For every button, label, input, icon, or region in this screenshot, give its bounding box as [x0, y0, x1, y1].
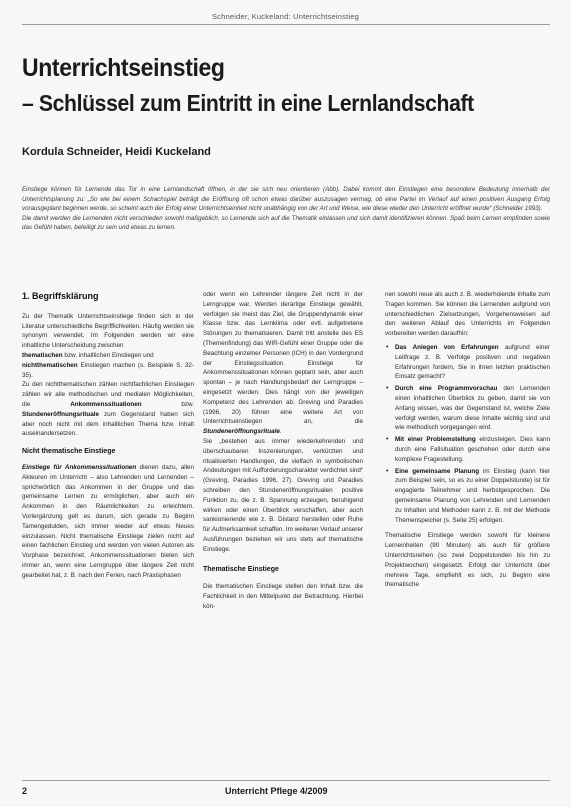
bullet-list — [385, 343, 550, 525]
article-title: Unterrichtseinstieg — [22, 54, 225, 82]
abstract-paragraph: Einstiege können für Lernende das Tor in eine Lernlandschaft öffnen, in der sie sich neu orientieren (Abb). Dabei kommt den Einstiegen eine besondere Bedeutung innerhalb der Unterrichtsplanung zu: „So wie bei einem Schachspiel beträgt die Eröffnung oft schon etwas darüber auszusagen vermag, ob eine Partei im Verlauf auf einen positiven Ausgang Erfolg vorausgeplant beginnen werde, so scheint auch der Erfolg einer Unterrichtseinheit nicht unabhängig von der Art und Weise, wie diese wieder den Unterricht eröffnet wurde“ (Schneider 1993). — [22, 186, 550, 213]
page-number: 2 — [22, 786, 28, 796]
abstract-paragraph: Die damit werden die Lernenden nicht verschieden sowohl maßgeblich, so Lernende sich auf die Thematik einlassen und sich damit identifizieren können. Spaß beim Lernen empfinden sowie das Gefühl haben, beteiligt zu sein und etwas zu lernen. — [22, 214, 550, 232]
body-paragraph: Die thematischen Einstiege stellen den Inhalt bzw. die Fachlichkeit in den Mittelpunkt der Betrachtung. Hierbei kön- — [203, 583, 363, 610]
footer-divider — [22, 780, 550, 781]
column-right — [385, 290, 550, 590]
article-subtitle: – Schlüssel zum Eintritt in eine Lernlandschaft — [22, 90, 474, 116]
subsection-heading: Thematische Einstiege — [203, 565, 279, 573]
body-paragraph: Thematische Einstiege werden sowohl für kleinere Lerneinheiten (90 Minuten) als auch für größere Unterrichtsreihen (so zwei Doppelstunden bis hin zu Projektwochen) eingesetzt. Erfolgt der Unterricht über mehrere Tage, empfiehlt es sich, zu Beginn eine thematische — [385, 532, 550, 589]
running-head: Schneider, Kuckeland: Unterrichtseinstieg — [211, 12, 360, 21]
body-paragraph: oder wenn ein Lehrender längere Zeit nicht in der Lerngruppe war. Werden derartige Einstiege gewählt, verfolgen sie meist das Ziel, die Gruppendynamik einer Klasse bzw. das Lernklima oder evtl. aufgetretene Störungen zu thematisieren. Damit tritt anstelle des ES (Themenfindung) das WIR-Gefühl einer Gruppe oder die Beachtung einzelner Personen (ICH) in den Vordergrund der Einstiegssituation. Einstiege für Ankommenssituationen können geplant sein, aber auch spontan – je nach Handlungsbedarf der Lerngruppe – eingesetzt werden. Dies hängt von der jeweiligen Kompetenz des Lehrenden ab. Greving und Paradies (1996, 20) führen eine weitere Art von Unterrichtseinstiegen an, die Stundeneröffnungsrituale. — [203, 291, 363, 436]
list-item: • Das Anlegen von Erfahrungen aufgrund einer Leitfrage z. B. Verfolge positiven und negativen Erfahrungen fordern, Sie in ihren letzten praktischen Einsatz gemacht? — [385, 343, 550, 382]
body-paragraph: Sie „bestehen aus immer wiederkehrenden und überschaubaren Inszenierungen, verkürzten und ritualisierten Handlungen, die vielfach in symbolischen Andeutungen mit Aufforderungscharakter verdichtet sind“ (Greving, Paradies 1996, 27). Greving und Paradies schreiben den Stundeneröffnungsritualen positive Funktion zu, die z. B. Spannung erzeugen, beruhigend wirken oder einen Überblick verschaffen, aber auch sankionierende wie z. B. Distanz herstellen oder Ruhe für Aufmerksamkeit schaffen. Im weiteren Verlauf unserer Ausführungen beziehen wir uns stets auf thematische Einstiege. — [203, 437, 363, 553]
body-paragraph: nen sowohl neue als auch z. B. wiederholende Inhalte zum Tragen kommen. Sie können die Lernenden aufgrund von unterschiedlichen Zielsetzungen, Vorgehensweisen auf den weiteren Ablauf des Unterrichts im Folgenden vorbereiten werden daraufhin: — [385, 291, 550, 338]
journal-issue: Unterricht Pflege 4/2009 — [225, 786, 328, 796]
list-item: • Durch eine Programmvorschau den Lernenden einen inhaltlichen Überblick zu geben, damit sie von Anfang wissen, was der Gegenstand ist, welche Ziele verfolgt werden, warum diese Inhalte wichtig sind und wie methodisch vorgegangen wird. — [385, 384, 550, 433]
body-paragraph: Einstiege für Ankommenssituationen dienen dazu, allen Akteuren im Unterricht – also Lehrenden und Lernenden – sprichwörtlich das Ankommen in der Gruppe und das gemeinsame Lernen zu ermöglichen, aber auch ein Ankommen in den Räumlichkeiten zu erleichtern. Vorlergänzung gelt es darum, sich gerade zu Beginn Tamengedulden, sich immer wieder auf etwas Neues einzulassen. Nicht thematische Einstiege zielen nicht auf einen fachlichen Einstieg und werden von vielen Autoren als Vorphase bezeichnet. Ankommenssituationen bieten sich immer an, wenn eine Lerngruppe über längere Zeit nicht gearbeitet hat, z. B. nach den Ferien, nach Praxisphasen — [22, 463, 195, 579]
body-paragraph: Zu den nichtthematischen zählen nichtfachlichen Einstiegen zählen wir alle methodischen und medialen Möglichkeiten, die Ankommenssituationen bzw. Stundeneröffnungsrituale zum Gegenstand haben sich aber noch nicht mit dem inhaltlichen Thema bzw. Inhalt auseinandersetzen. — [22, 381, 194, 438]
subsection-heading: Nicht thematische Einstiege — [22, 448, 116, 456]
body-columns — [0, 292, 571, 772]
list-item: • Mit einer Problemstellung einzusteigen. Dies kann durch eine Fallsituation geschehen oder durch eine komplexe Fragestellung. — [385, 435, 550, 464]
section-heading: 1. Begriffsklärung — [22, 291, 99, 301]
author-line: Kordula Schneider, Heidi Kuckeland — [22, 146, 211, 158]
column-left — [22, 292, 194, 581]
body-paragraph: nichtthematischen Einstiegen machen (s. Beispiele S. 32-35). — [22, 361, 194, 379]
header-divider — [22, 24, 550, 25]
abstract — [22, 185, 550, 233]
body-paragraph: thematischen bzw. inhaltlichen Einstiegen und — [22, 351, 154, 359]
column-middle — [203, 290, 363, 612]
list-item: • Eine gemeinsame Planung im Einstieg (kann hier zum Beispiel sein, so es zu einer Doppelstunde) ist für engagierte Teilnehmer und herbstgesprochen. Die gemeinsame Planung von Lehrenden und Lernenden zu Inhalten und Methoden kann z. B. mit der Methode Themenspeicher (s. Seite 25) erfolgen. — [385, 467, 550, 526]
body-paragraph: Zu der Thematik Unterrichtseinstiege finden sich in der Literatur unterschiedliche Begrifflichkeiten. Häufig werden sie synonym verwendet. Im Folgenden werden wir eine inhaltliche Unterscheidung zwischen — [22, 312, 194, 350]
